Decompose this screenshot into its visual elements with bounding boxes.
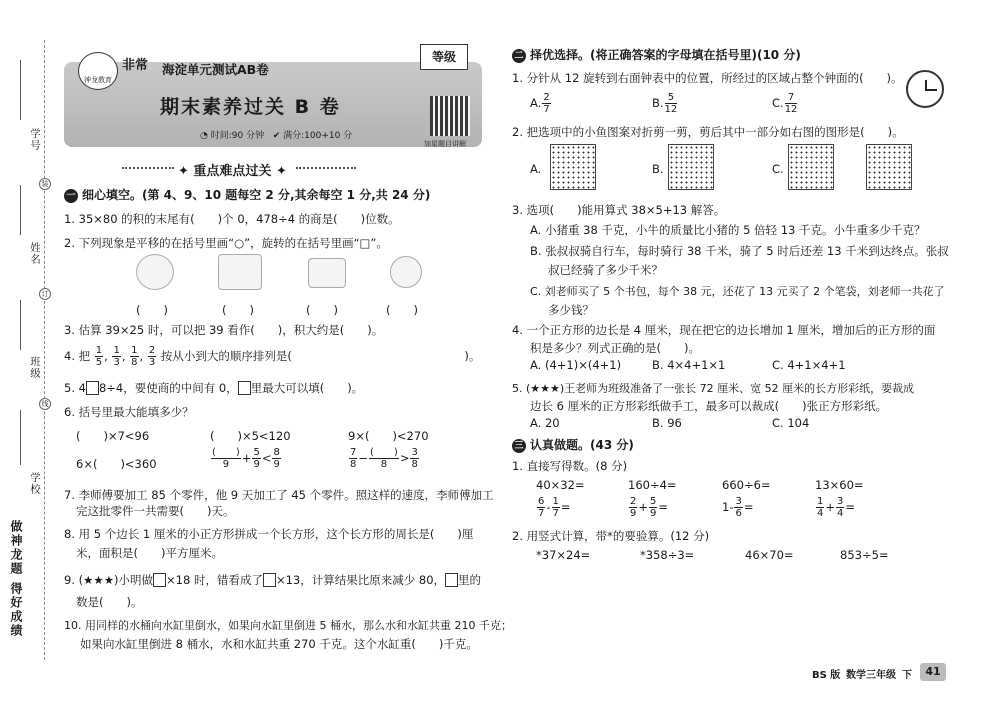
s2-q5-line2: 边长 6 厘米的正方形彩纸做手工，最多可以裁成( )张正方形彩纸。	[530, 399, 888, 413]
fish-grid-b[interactable]	[668, 144, 714, 190]
school-field[interactable]	[20, 410, 21, 465]
s2-q1: 1. 分针从 12 旋转到右面钟表中的位置，所经过的区域占整个钟面的( )。	[512, 71, 903, 85]
qr-code[interactable]	[430, 96, 470, 136]
calc-3[interactable]: 660÷6=	[722, 478, 771, 492]
answer-box[interactable]	[153, 573, 166, 587]
exam-score: 满分:100+10 分	[283, 131, 353, 141]
q6-item-3[interactable]: 9×( )<270	[348, 429, 429, 443]
clock-image	[390, 256, 422, 288]
q2-answer-4[interactable]: ( )	[386, 303, 418, 317]
answer-box[interactable]	[445, 573, 458, 587]
s2-q2-option-b-label[interactable]: B.	[652, 162, 664, 176]
class-label: 班级	[29, 356, 41, 379]
q4-pre: 4. 把	[64, 349, 91, 363]
student-id-label: 学号	[29, 128, 41, 151]
footer-subject: 数学三年级	[846, 670, 896, 681]
s1-q8-line2: 米，面积是( )平方厘米。	[76, 546, 223, 560]
s3-q2: 2. 用竖式计算，带*的要验算。(12 分)	[512, 529, 710, 543]
result-grid	[866, 144, 912, 190]
s1-q3: 3. 估算 39×25 时，可以把 39 看作( )，积大约是( )。	[64, 323, 384, 337]
s2-q4-line2: 积是多少？列式正确的是( )。	[530, 341, 700, 355]
series-name: 海淀单元测试AB卷	[162, 62, 269, 77]
s2-q1-option-a[interactable]: A. $\frac{2}{7}$	[530, 92, 550, 115]
exam-info	[200, 128, 352, 141]
section3-heading	[512, 436, 634, 453]
section3-title: 认真做题。(43 分)	[530, 438, 634, 452]
calc-1[interactable]: 40×32=	[536, 478, 585, 492]
s2-q2-option-c-label[interactable]: C.	[772, 162, 784, 176]
s1-q2: 2. 下列现象是平移的在括号里画“○”，旋转的在括号里画“□”。	[64, 236, 388, 250]
q6-item-2[interactable]: ( )×5<120	[210, 429, 291, 443]
q2-answer-1[interactable]: ( )	[136, 303, 168, 317]
s2-q4-option-c[interactable]: C. 4+1×4+1	[772, 358, 846, 372]
s2-q5-option-c[interactable]: C. 104	[772, 416, 810, 430]
publisher-logo	[78, 52, 118, 90]
class-field[interactable]	[20, 300, 21, 350]
answer-box[interactable]	[86, 381, 99, 395]
divider	[296, 167, 356, 169]
fan-image	[136, 254, 174, 290]
fish-grid-c[interactable]	[788, 144, 834, 190]
calc-6[interactable]: $\frac{2}{9}$ + $\frac{5}{9}$ =	[630, 496, 669, 519]
vertical-calc-2[interactable]: *358÷3=	[640, 548, 695, 562]
s1-q9-line1: 9. (★★★)小明做 ×18 时，错看成了 ×13，计算结果比原来减少 80， 里的	[64, 573, 482, 587]
drawer-image	[308, 258, 346, 288]
s2-q5-option-a[interactable]: A. 20	[530, 416, 560, 430]
bind-mark: 装	[39, 178, 51, 190]
s2-q3-option-c-line2: 多少钱？	[548, 303, 594, 317]
s2-q1-option-b[interactable]: B. $\frac{5}{12}$	[652, 92, 678, 115]
s2-q3-option-c-line1[interactable]: C. 刘老师买了 5 个书包，每个 38 元，还花了 13 元买了 2 个笔袋，刘老师一共花了	[530, 285, 945, 298]
calc-2[interactable]: 160÷4=	[628, 478, 677, 492]
name-field[interactable]	[20, 185, 21, 235]
bind-mark: 线	[39, 398, 51, 410]
s1-q4: 4. 把 $\frac{1}{5}$ , $\frac{1}{3}$ , $\frac{1}{8}$ , $\frac{2}{3}$ 按从小到大的顺序排列是( )。	[64, 345, 481, 368]
s2-q4-option-a[interactable]: A. (4+1)×(4+1)	[530, 358, 622, 372]
cut-line	[44, 40, 45, 660]
s2-q2: 2. 把选项中的小鱼图案对折剪一剪，剪后其中一部分如右图的图形是( )。	[512, 125, 904, 139]
slogan: 做神龙题 得好成绩	[9, 520, 23, 639]
grade-box[interactable]: 等级	[420, 44, 468, 70]
clock-diagram	[906, 70, 944, 108]
q4-post: 按从小到大的顺序排列是( )。	[160, 349, 481, 363]
divider	[122, 167, 174, 169]
section1-number: 一	[64, 189, 78, 203]
check-icon: ✔	[272, 131, 281, 141]
binding-margin	[0, 0, 58, 707]
q2-answer-2[interactable]: ( )	[222, 303, 254, 317]
section-key-title: ✦ 重点难点过关 ✦	[178, 164, 287, 179]
calc-8[interactable]: $\frac{1}{4}$ + $\frac{3}{4}$ =	[817, 496, 856, 519]
s2-q5-line1: 5. (★★★)王老师为班级准备了一张长 72 厘米、宽 52 厘米的长方形彩纸，要裁成	[512, 382, 915, 395]
s2-q3: 3. 选项( )能用算式 38×5+13 解答。	[512, 203, 726, 217]
page-title: 期末素养过关 B 卷	[160, 96, 341, 118]
q6-item-5[interactable]: $\frac{( )}{9}$ + $\frac{5}{9}$ < $\frac{8}{9}$	[212, 447, 280, 470]
section2-heading	[512, 46, 801, 63]
qr-caption: 加星题目讲解	[424, 140, 466, 148]
brand-name: 非常	[122, 58, 149, 73]
s1-q10-line1: 10. 用同样的水桶向水缸里倒水，如果向水缸里倒进 5 桶水，那么水和水缸共重 210 千克；	[64, 619, 512, 632]
s2-q3-option-b-line2: 叔已经骑了多少千米？	[548, 263, 663, 277]
name-label: 姓名	[29, 242, 41, 265]
vertical-calc-1[interactable]: *37×24=	[536, 548, 591, 562]
s3-q1: 1. 直接写得数。(8 分)	[512, 459, 628, 473]
clock-icon: ◔	[200, 131, 208, 141]
s2-q3-option-a[interactable]: A. 小猪重 38 千克，小牛的质量比小猪的 5 倍轻 13 千克。小牛重多少千克？	[530, 223, 926, 237]
s2-q5-option-b[interactable]: B. 96	[652, 416, 682, 430]
bind-mark: 订	[39, 288, 51, 300]
section3-number: 三	[512, 439, 526, 453]
fraction: $\frac{1}{5}$	[95, 345, 103, 368]
s1-q8-line1: 8. 用 5 个边长 1 厘米的小正方形拼成一个长方形，这个长方形的周长是( )厘	[64, 527, 474, 541]
footer-term: 下	[902, 670, 912, 681]
q6-item-1[interactable]: ( )×7<96	[76, 429, 150, 443]
fish-grid-a[interactable]	[550, 144, 596, 190]
s1-q10-line2: 如果向水缸里倒进 8 桶水，水和水缸共重 270 千克。这个水缸重( )千克。	[80, 637, 478, 651]
calc-7[interactable]: 1- $\frac{3}{6}$ =	[722, 496, 754, 519]
page-number: 41	[920, 663, 946, 681]
section1-heading	[64, 186, 430, 203]
logo-caption: 神龙教育	[84, 76, 112, 84]
calc-5[interactable]: $\frac{6}{7}$ - $\frac{1}{7}$ =	[538, 496, 571, 519]
s2-q4-option-b[interactable]: B. 4×4+1×1	[652, 358, 726, 372]
student-id-field[interactable]	[20, 60, 21, 120]
section1-title: 细心填空。(第 4、9、10 题每空 2 分,其余每空 1 分,共 24 分)	[82, 188, 431, 202]
s2-q3-option-b-line1[interactable]: B. 张叔叔骑自行车，每时骑行 38 千米，骑了 5 时后还差 13 千米到达终点。张叔	[530, 244, 949, 258]
s1-q7-line2: 完这批零件一共需要( )天。	[76, 504, 235, 518]
answer-box[interactable]	[263, 573, 276, 587]
s1-q7-line1: 7. 李师傅要加工 85 个零件，他 9 天加工了 45 个零件。照这样的速度，李师傅加工	[64, 488, 494, 502]
s1-q9-line2: 数是( )。	[76, 595, 143, 609]
fraction: $\frac{1}{8}$	[131, 345, 138, 368]
exam-time: 时间:90 分钟	[210, 131, 265, 141]
s1-q1: 1. 35×80 的积的末尾有( )个 0，478÷4 的商是( )位数。	[64, 212, 400, 226]
s2-q1-option-c[interactable]: C. $\frac{7}{12}$	[772, 92, 798, 115]
answer-box[interactable]	[238, 381, 251, 395]
fraction: $\frac{2}{3}$	[148, 345, 156, 368]
section2-number: 二	[512, 49, 526, 63]
s2-q2-option-a-label[interactable]: A.	[530, 162, 542, 176]
calc-4[interactable]: 13×60=	[815, 478, 864, 492]
footer-edition: BS 版	[812, 670, 841, 681]
q6-item-4[interactable]: 6×( )<360	[76, 457, 157, 471]
key-title-text: 重点难点过关	[193, 164, 272, 179]
fraction: $\frac{1}{3}$	[113, 345, 120, 368]
skier-image	[218, 254, 262, 290]
q2-answer-3[interactable]: ( )	[306, 303, 338, 317]
s1-q6: 6. 括号里最大能填多少？	[64, 405, 194, 419]
section2-title: 择优选择。(将正确答案的字母填在括号里)(10 分)	[530, 48, 801, 62]
school-label: 学校	[29, 472, 41, 495]
s2-q4-line1: 4. 一个正方形的边长是 4 厘米，现在把它的边长增加 1 厘米，增加后的正方形的面	[512, 323, 936, 337]
q6-item-6[interactable]: $\frac{7}{8}$ − $\frac{( )}{8}$ > $\frac{3}{8}$	[350, 447, 418, 470]
vertical-calc-4[interactable]: 853÷5=	[840, 548, 889, 562]
vertical-calc-3[interactable]: 46×70=	[745, 548, 794, 562]
s1-q5: 5. 4 8÷4，要使商的中间有 0， 里最大可以填( )。	[64, 381, 364, 395]
